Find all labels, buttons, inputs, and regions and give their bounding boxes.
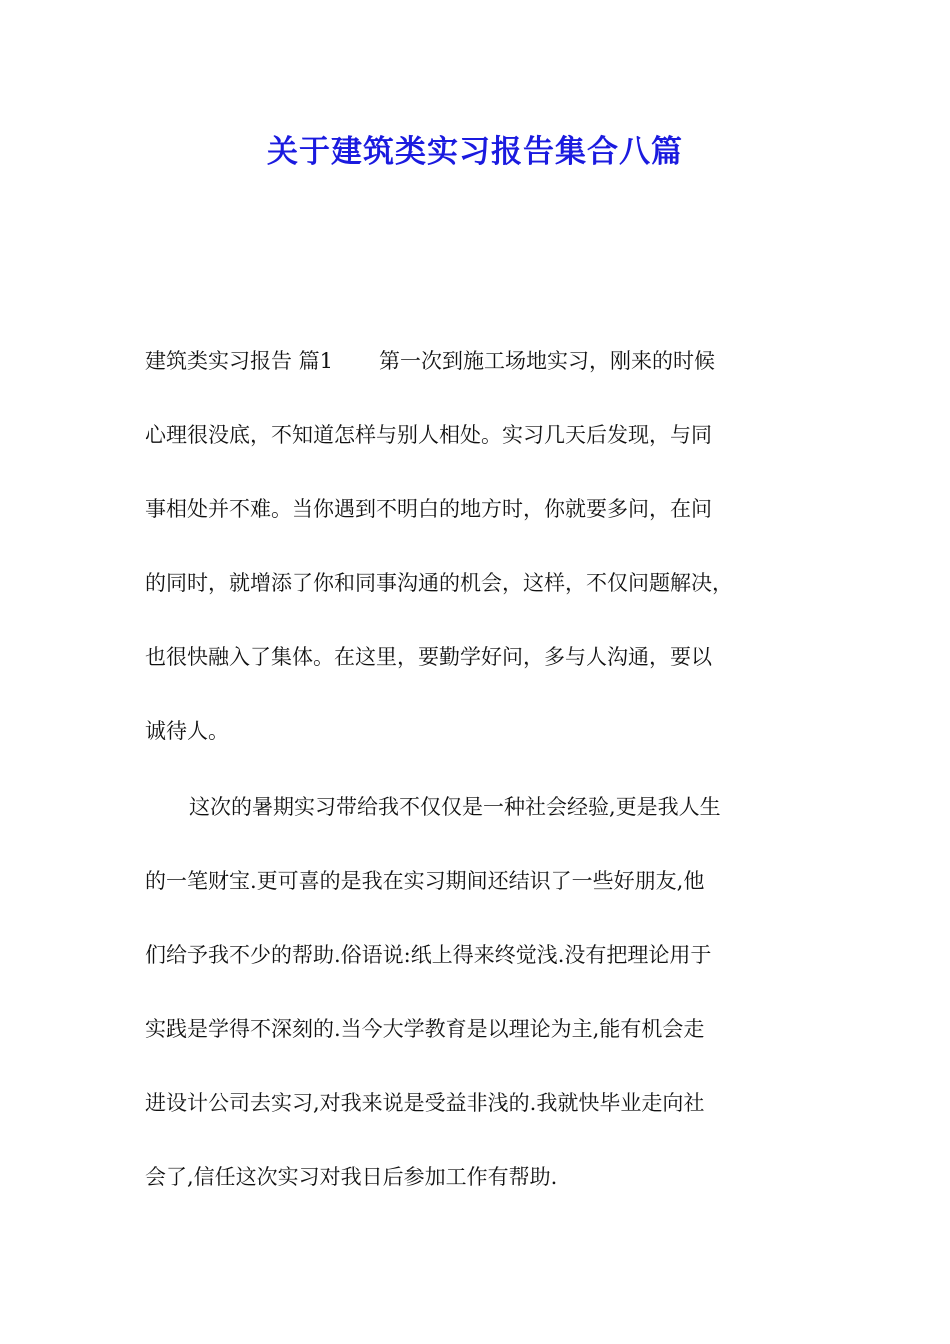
paragraph-section-2	[145, 770, 825, 1214]
line-text: 这次的暑期实习带给我不仅仅是一种社会经验,更是我人生	[189, 795, 721, 819]
paragraph-line: 进设计公司去实习,对我来说是受益非浅的.我就快毕业走向社	[145, 1091, 705, 1115]
paragraph-line: 会了,信任这次实习对我日后参加工作有帮助.	[145, 1165, 558, 1189]
line-text: 第一次到施工场地实习，刚来的时候	[379, 349, 716, 373]
paragraph-section-1	[145, 324, 825, 768]
document-title: 关于建筑类实习报告集合八篇	[267, 134, 683, 170]
paragraph-line	[145, 324, 825, 398]
paragraph-line: 的同时，就增添了你和同事沟通的机会，这样，不仅问题解决，	[145, 571, 733, 595]
paragraph-line: 们给予我不少的帮助.俗语说:纸上得来终觉浅.没有把理论用于	[145, 943, 712, 967]
paragraph-line: 实践是学得不深刻的.当今大学教育是以理论为主,能有机会走	[145, 1017, 705, 1041]
paragraph-line: 也很快融入了集体。在这里，要勤学好问，多与人沟通，要以	[145, 645, 712, 669]
paragraph-line: 的一笔财宝.更可喜的是我在实习期间还结识了一些好朋友,他	[145, 869, 705, 893]
section-heading: 建筑类实习报告 篇1	[145, 349, 334, 373]
paragraph-line: 诚待人。	[145, 719, 229, 743]
paragraph-line: 事相处并不难。当你遇到不明白的地方时，你就要多问，在问	[145, 497, 712, 521]
paragraph-line	[145, 770, 825, 844]
paragraph-line: 心理很没底，不知道怎样与别人相处。实习几天后发现，与同	[145, 423, 712, 447]
